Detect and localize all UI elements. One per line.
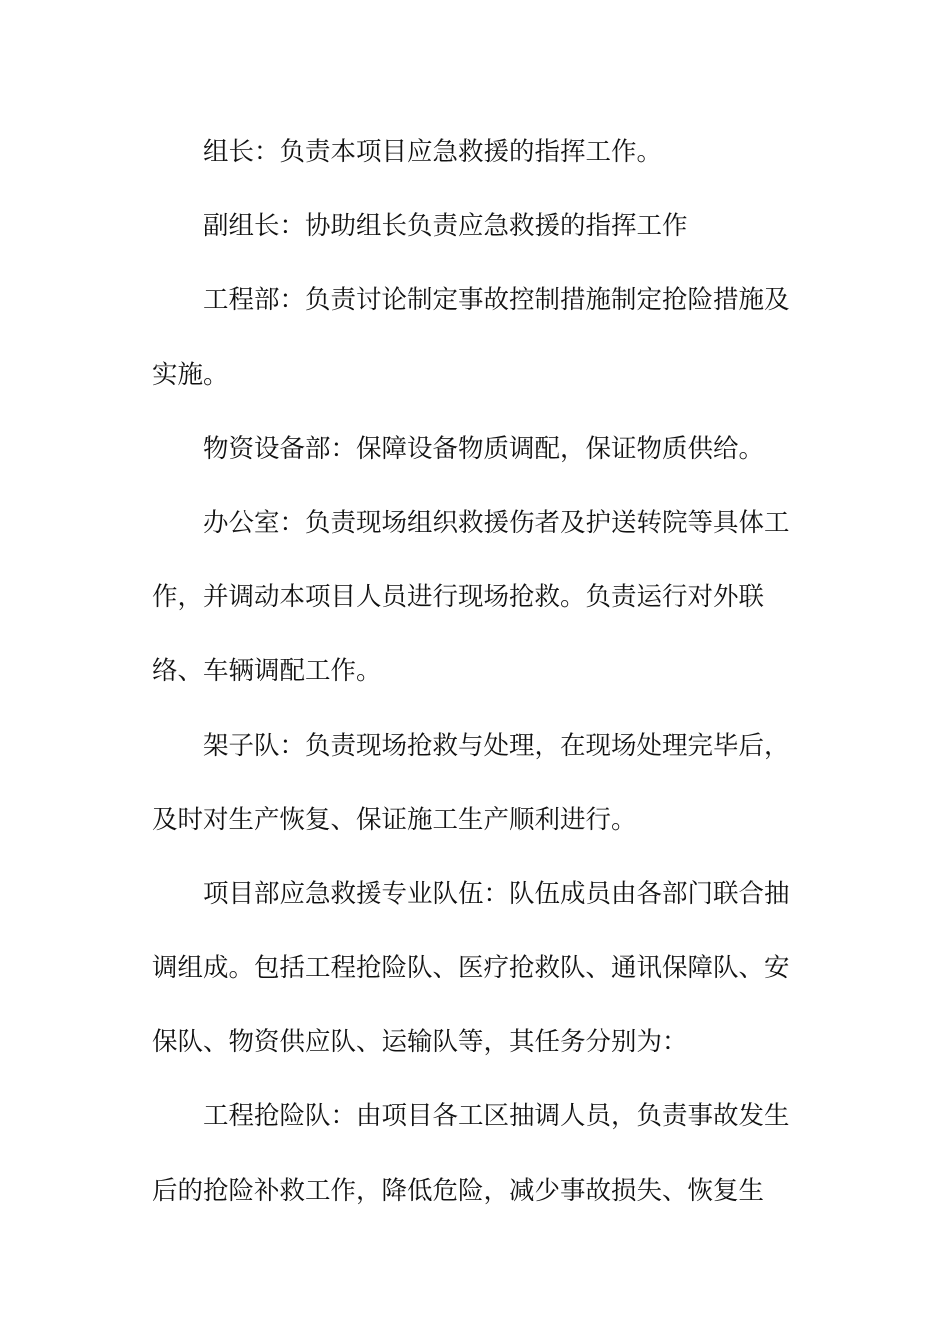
paragraph-scaffold-team-cont: 及时对生产恢复、保证施工生产顺利进行。	[152, 804, 637, 835]
paragraph-office: 办公室：负责现场组织救援伤者及护送转院等具体工	[203, 507, 790, 538]
paragraph-engineering-dept: 工程部：负责讨论制定事故控制措施制定抢险措施及	[203, 285, 790, 316]
paragraph-materials-dept: 物资设备部：保障设备物质调配，保证物质供给。	[203, 433, 765, 464]
paragraph-team-leader: 组长：负责本项目应急救援的指挥工作。	[203, 137, 663, 167]
paragraph-rescue-teams-cont-2: 保队、物资供应队、运输队等，其任务分别为：	[152, 1027, 688, 1058]
paragraph-rescue-teams: 项目部应急救援专业队伍：队伍成员由各部门联合抽	[203, 878, 790, 909]
paragraph-engineering-dept-cont: 实施。	[152, 359, 229, 390]
paragraph-office-cont-1: 作，并调动本项目人员进行现场抢救。负责运行对外联	[152, 582, 765, 613]
paragraph-office-cont-2: 络、车辆调配工作。	[152, 656, 382, 687]
paragraph-scaffold-team: 架子队：负责现场抢救与处理，在现场处理完毕后，	[203, 730, 790, 761]
document-body	[152, 128, 792, 1241]
paragraph-engineering-rescue: 工程抢险队：由项目各工区抽调人员，负责事故发生	[203, 1101, 790, 1132]
paragraph-engineering-rescue-cont: 后的抢险补救工作，降低危险，减少事故损失、恢复生	[152, 1175, 765, 1206]
paragraph-deputy-leader: 副组长：协助组长负责应急救援的指挥工作	[203, 211, 688, 242]
paragraph-rescue-teams-cont-1: 调组成。包括工程抢险队、医疗抢救队、通讯保障队、安	[152, 953, 790, 984]
